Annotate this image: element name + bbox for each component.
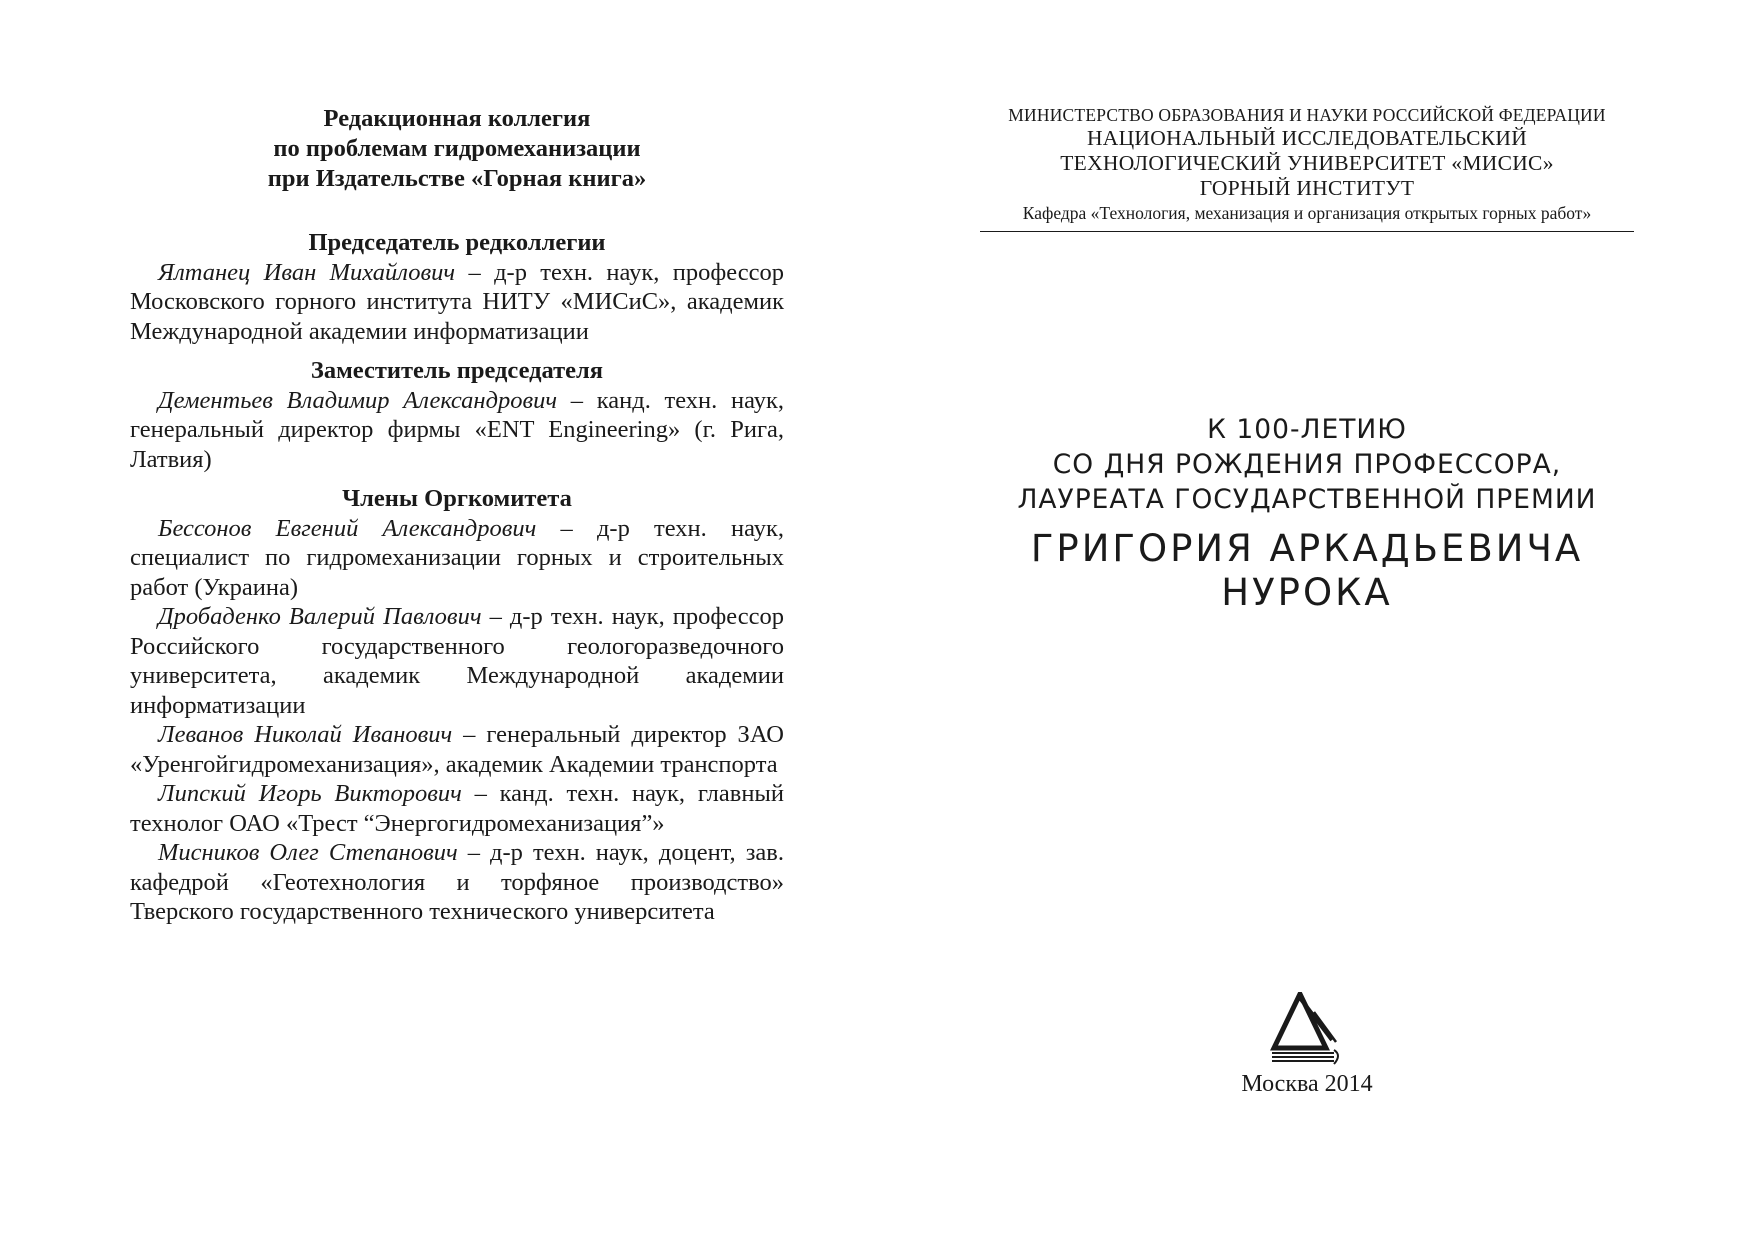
member-entry	[130, 602, 784, 720]
university-line: ТЕХНОЛОГИЧЕСКИЙ УНИВЕРСИТЕТ «МИСИС»	[1060, 151, 1554, 175]
deputy-section	[130, 356, 784, 474]
member-description: – д-р техн. наук, профессор Российского государственного геологоразведочного университета, академик Международной академии информатизации	[130, 603, 785, 719]
member-name: Ялтанец Иван Михайлович	[158, 258, 456, 286]
committee-members-section	[130, 484, 784, 927]
member-entry	[130, 779, 784, 838]
honoree-line: НУРОКА	[1221, 571, 1393, 614]
dedication-line: К 100-ЛЕТИЮ	[1207, 414, 1407, 445]
section-heading: Председатель редколлегии	[308, 229, 606, 256]
member-name: Бессонов Евгений Александрович	[158, 514, 537, 542]
member-description: – канд. техн. наук, главный технолог ОАО «Трест “Энергогидромеханизация”»	[130, 780, 784, 837]
honoree-name	[980, 527, 1634, 615]
member-entry	[130, 258, 784, 347]
member-name: Липский Игорь Викторович	[158, 780, 462, 807]
member-name: Дробаденко Валерий Павлович	[158, 603, 482, 630]
board-title-line: при Издательстве «Горная книга»	[267, 165, 647, 192]
member-entry	[130, 386, 784, 475]
member-entry	[130, 720, 784, 779]
member-description: – канд. техн. наук, генеральный директор фирмы «ENT Engineering» (г. Рига, Латвия)	[130, 386, 785, 473]
dedication-line: ЛАУРЕАТА ГОСУДАРСТВЕННОЙ ПРЕМИИ	[1017, 484, 1597, 515]
board-title-line: Редакционная коллегия	[323, 105, 591, 132]
city-year: Москва 2014	[1241, 1071, 1373, 1097]
member-description: – д-р техн. наук, специалист по гидромеханизации горных и строительных работ (Украина)	[130, 514, 784, 601]
member-description: – д-р техн. наук, профессор Московского горного института НИТУ «МИСиС», академик Международной академии информатизации	[130, 258, 785, 345]
institute-line: ГОРНЫЙ ИНСТИТУТ	[1199, 176, 1415, 200]
member-name: Леванов Николай Иванович	[158, 721, 453, 748]
board-title-line: по проблемам гидромеханизации	[273, 135, 641, 162]
member-name: Мисников Олег Степанович	[158, 839, 458, 866]
editorial-board-title	[130, 104, 784, 194]
section-heading: Члены Оргкомитета	[342, 485, 572, 512]
left-page	[130, 104, 784, 937]
publisher-logo-icon	[1270, 992, 1346, 1066]
member-description: – генеральный директор ЗАО «Уренгойгидромеханизация», академик Академии транспорта	[130, 721, 784, 778]
title-page-header	[980, 104, 1634, 232]
member-description: – д-р техн. наук, доцент, зав. кафедрой «Геотехнология и торфяное производство» Тверского государственного технического университета	[130, 839, 784, 925]
member-name: Дементьев Владимир Александрович	[158, 386, 558, 414]
section-heading: Заместитель председателя	[310, 357, 604, 384]
honoree-line: ГРИГОРИЯ АРКАДЬЕВИЧА	[1030, 527, 1584, 570]
member-entry	[130, 838, 784, 927]
dedication-line: СО ДНЯ РОЖДЕНИЯ ПРОФЕССОРА,	[1052, 449, 1562, 480]
university-line: НАЦИОНАЛЬНЫЙ ИССЛЕДОВАТЕЛЬСКИЙ	[1086, 126, 1528, 150]
dedication-block	[980, 412, 1634, 615]
department-line: Кафедра «Технология, механизация и организация открытых горных работ»	[980, 201, 1634, 232]
member-entry	[130, 514, 784, 603]
ministry-line: МИНИСТЕРСТВО ОБРАЗОВАНИЯ И НАУКИ РОССИЙСКОЙ ФЕДЕРАЦИИ	[1008, 105, 1606, 125]
chairman-section	[130, 228, 784, 346]
